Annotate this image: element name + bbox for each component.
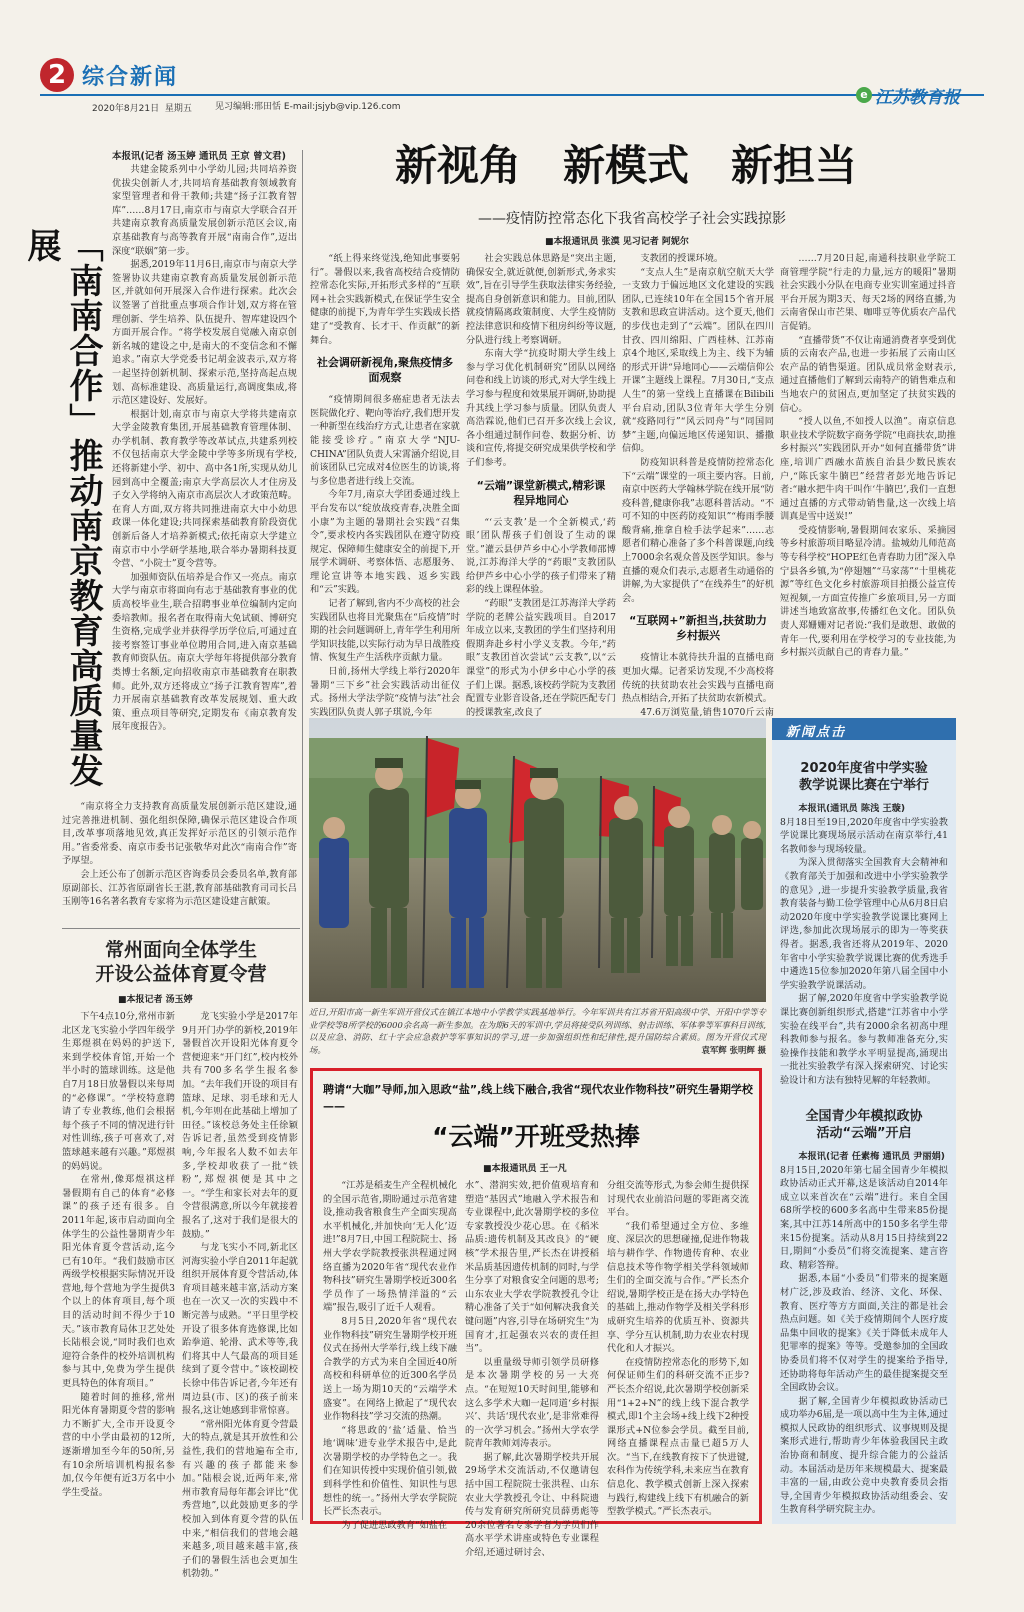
paragraph: 今年7月,南京大学团委通过线上平台发布以“绽放战疫青春,决胜全面小康”为主题的暑期社会实践“召集令”,要求校内各实践团队在遵守防疫规定、保障师生健康安全的前提下,开展学术调研、考察体悟、志愿服务、理论宣讲等本地实践、返乡实践和“云”实践。 [310, 489, 460, 596]
paragraph: 为深入贯彻落实全国教育大会精神和《教育部关于加强和改进中小学实验教学的意见》,进一步提升实验教学质量,我省教育装备与勤工俭学管理中心从6月8日启动2020年度中学实验教学说课比赛网上评选,参加此次现场展示的即为一等奖获得者。据悉,我省还将从2019年、2020年省中小学实验教学说课比赛的优秀选手中遴选15位参加2020年第八届全国中小学实验教学说课活动。 [780, 857, 948, 991]
paragraph: 会上还公布了创新示范区咨询委员会委员名单,教育部原副部长、江苏省原副省长王湛,教育部基础教育司司长吕玉刚等16名著名教育专家将为示范区建设建言献策。 [62, 868, 297, 908]
feature-col3 [622, 252, 775, 718]
paragraph: “疫情期间很多癌症患者无法去医院做化疗、靶向等治疗,我们想开发一种新型在线治疗方式,让患者在家就能接受诊疗。”南京大学“NJU-CHINA”团队负责人宋霄涵介绍说,目前该团队已完成对4位医生的访谈,将与多位患者进行线上交流。 [310, 394, 460, 487]
changzhou-title-line1: 常州面向全体学生 [104, 939, 257, 961]
paragraph: “药眼”支教团是江苏海洋大学药学院的老牌公益实践项目。自2017年成立以来,支教团的学生们坚持利用假期奔赴乡村小学义支教。今年,“药眼”支教团首次尝试“云支教”,以“云课堂”的形式为小伊乡中心小学的孩子们上课。据悉,该校药学院为支教团配置专业影音设备,还在学院匹配专门的授课教室,改良了 [466, 598, 616, 718]
flash-item2-title-line2: 活动“云端”开启 [816, 1126, 912, 1141]
masthead [0, 0, 1024, 118]
section-divider [62, 928, 300, 929]
flash-item1-title-line1: 2020年度省中学实验 [800, 761, 928, 776]
masthead-rule [40, 94, 984, 96]
cloud-title: “云端”开班受热捧 [432, 1122, 640, 1151]
paragraph: 龙飞实验小学是2017年9月开门办学的新校,2019年暑假首次开设阳光体育夏令营便迎来“开门红”,校内校外共有700多名学生报名参加。“去年我们开设的项目有篮球、足球、羽毛球和无人机,今年则在此基础上增加了田径。”该校总务处主任徐颖告诉记者,虽然受到疫情影响,今年报名人数不如去年多,学校却收获了一批“铁粉”,郑煜祺便是其中之一。“学生和家长对去年的夏令营很满意,所以今年就接着报名了,这对于我们是很大的鼓励。” [182, 1011, 298, 1240]
left-article-byline: 本报讯(记者 汤玉婷 通讯员 王京 曾文君) [112, 151, 286, 162]
feature-subhead: “互联网+”新担当,扶贫助力乡村振兴 [629, 614, 767, 643]
section-title: 综合新闻 [82, 65, 179, 90]
paragraph: 下午4点10分,常州市新北区龙飞实验小学四年级学生郑煜祺在妈妈的护送下,来到学校体育馆,开始一个半小时的篮球训练。这是他自7月18日放暑假以来每周的“必修课”。“学校特意聘请了专业教练,他们会根据每个孩子不同的情况进行针对性训练,孩子可喜欢了,对篮球越来越有兴趣。”郑煜祺的妈妈说。 [62, 1011, 175, 1172]
weekday-text: 星期五 [164, 104, 192, 114]
paper-name: 江苏教育报 [875, 87, 960, 108]
flash-item2-byline: 本报讯(记者 任素梅 通讯员 尹丽娟) [798, 1151, 946, 1162]
paragraph: 据悉,本届“小委员”们带来的提案题材广泛,涉及政治、经济、文化、环保、教育、医疗等方方面面,关注的都是社会热点问题。如《关于疫情期间个人医疗废品集中回收的提案》《关于降低未成年人犯罪率的提案》等等。受邀参加的全国政协委员们将不仅对学生的提案给予指导,还协助将每年活动产生的最佳提案提交至全国政协会议。 [780, 1273, 948, 1394]
feature-col2 [466, 252, 616, 718]
flash-item1-title-line2: 教学说课比赛在宁举行 [798, 778, 929, 793]
paragraph: “直播带货”不仅让南通消费者享受到优质的云南农产品,也进一步拓展了云南山区农产品的销售渠道。团队成员常金财表示,通过直播他们了解到云南特产的销售难点和当地农户的贫困点,更加坚定了扶贫实践的信心。 [780, 334, 956, 414]
paragraph: “我们希望通过全方位、多维度、深层次的思想碰撞,促进作物栽培与耕作学、作物遗传育种、农业信息技术等作物学相关学科领域师生们的全面交流与合作。”严长杰介绍说,暑期学校正是在扬大办学特色的基础上,推动作物学及相关学科形成研究生培养的优质互补、资源共享、学分互认机制,助力农业农村现代化和人才振兴。 [607, 1220, 749, 1355]
paragraph: “南京将全力支持教育高质量发展创新示范区建设,通过完善推进机制、强化组织保障,确保示范区建设合作项目,改革事项落地见效,真正发挥好示范区的引领示范作用。”省委常委、南京市委书记张敬华对此次“南南合作”寄予厚望。 [62, 801, 297, 867]
news-flash-banner [772, 718, 956, 740]
paragraph: 与龙飞实小不同,新北区河海实验小学自2011年起就组织开展体育夏令营活动,体育项目越来越丰富,活动方案也在一次又一次的实践中不断完善与成熟。“平日里学校开设了很多体育选修课,比如跆拳道、轮滑、武术等等,我们将其中人气最高的项目延续到了夏令营中。”该校副校长徐中伟告诉记者,今年还有周边县(市、区)的孩子前来报名,这让她感到非常惊喜。 [182, 1242, 298, 1417]
paragraph: 社会实践总体思路是“突出主题,确保安全,就近就便,创新形式,务求实效”,旨在引导学生获取法律实务经验,提高自身创新意识和能力。目前,团队就疫情隔离政策制度、大学生疫情防控法律意识和疫情下租房纠纷等议题,分队进行线上考察调研。 [466, 253, 616, 346]
changzhou-col1 [62, 1010, 175, 1520]
photo-caption [309, 1006, 766, 1056]
paragraph: 受疫情影响,暑假期间农家乐、采摘园等乡村旅游项目略显冷清。盐城幼儿师范高等专科学校“HOPE红色青春助力团”深入阜宁县各乡镇,为“停翅翘”“马家荡”“十里桃花源”等红色文化乡村旅游项目拍摄公益宣传短视频,一方面宣传推广乡旅项目,另一方面讲述当地致富故事,传播红色文化。团队负责人郑姗姗对记者说:“我们是敢想、敢做的青年一代,要利用在学校学习的专业技能,为乡村振兴贡献自己的青春力量。” [780, 524, 956, 659]
paragraph: “常州阳光体育夏令营最大的特点,就是其开放性和公益性,我们的营地遍布全市,有兴趣的孩子都能来参加。”陆根会说,近两年来,常州市教育局每年都会评比“优秀营地”,以此鼓励更多的学校加入到体育夏令营的队伍中来,“相信我们的营地会越来越多,项目越来越丰富,孩子们的暑假生活也会更加生机勃勃。” [182, 1418, 298, 1580]
paragraph: 据了解,此次暑期学校共开展29场学术交流活动,不仅邀请包括中国工程院院士张洪程、山东农业大学教授孔令让、中科院遗传与发育研究所研究员薛勇彪等20余位著名专家学者为学员们作高水平学术讲座或特色专业课程介绍,还通过研讨会、 [465, 1451, 599, 1559]
left-article-tail [62, 800, 297, 920]
paragraph: 随着时间的推移,常州阳光体育暑期夏令营的影响力不断扩大,全市开设夏令营的中小学由最初的12所,逐渐增加至今年的50所,另有10余所培训机构报名参加,仅今年便有近3万名中小学生受益。 [62, 1391, 175, 1498]
paragraph: 在疫情防控常态化的形势下,如何保证师生们的科研交流不正步?严长杰介绍说,此次暑期学校创新采用“1+2+N”的线上线下混合教学模式,即1个主会场+线上线下2种授课形式+N位参会学员。截至目前,网络直播课程点击量已超5万人次。“当下,在线教育按下了快进键,农科作为传统学科,未来应当在教育信息化、教学模式创新上深入探索与践行,构建线上线下有机融合的新型教学模式。”严长杰表示。 [607, 1356, 749, 1518]
news-flash-label: 新闻点击 [786, 725, 847, 740]
paragraph: “将思政的‘盐’适量、恰当地‘调味’进专业学术报告中,是此次暑期学校的办学特色之一。我们在知识传授中实现价值引领,做到科学性和价值性、知识性与思想性的统一。”扬州大学农学院院长严长杰表示。 [323, 1424, 457, 1518]
paragraph: 在常州,像郑煜祺这样暑假期有自己的体育“必修课”的孩子还有很多。自2011年起,该市启动面向全体学生的公益性暑期青少年阳光体育夏令营活动,迄今已有10年。“我们鼓励市区两级学校根据实际情况开设营地,每个营地为学生提供3个以上的体育项目,每个项目的活动时间不得少于10天。”该市教育局体卫艺处处长陆根会说,“同时我们也欢迎符合条件的校外培训机构参与其中,免费为学生提供更具特色的体育项目。” [62, 1174, 175, 1390]
flash-item2-body [780, 1150, 948, 1518]
paragraph: 47.6万浏览量,销售1070斤云南 [640, 706, 774, 718]
military-training-photo [309, 718, 766, 1002]
page-number: 2 [47, 60, 67, 90]
paragraph: ……7月20日起,南通科技职业学院工商管理学院“行走的力量,远方的暖阳”暑期社会实践小分队在电商专业实训室通过抖音平台开展为期3天、每天2场的网络直播,为云南省保山市芒果、咖啡豆等优质农产品代言促销。 [780, 253, 956, 332]
news-photo [309, 718, 766, 1002]
masthead-date [92, 101, 192, 114]
flash-item1-byline: 本报讯(通讯员 陈浅 王璇) [798, 803, 906, 814]
paragraph: “‘云支教’是一个全新模式,‘药眼’团队帮孩子们创设了生动的课堂。”灌云县伊芦乡中心小学教师邵博说,江苏海洋大学的“药眼”支教团队给伊芦乡中心小学的孩子们带来了精彩的线上课程体验。 [466, 516, 616, 596]
main-subheadline: ——疫情防控常态化下我省高校学子社会实践掠影 [478, 211, 786, 227]
cloud-article-box [310, 1068, 762, 1559]
paper-logo [856, 84, 960, 106]
paragraph: 东南大学“抗疫时期大学生线上参与学习优化机制研究”团队以网络问卷和线上访谈的形式,对大学生线上学习参与程度和效果展开调研,协助提升其线上学习参与质量。团队负责人高浩霖说,他们已召开多次线上会议,各小组通过制作问卷、数据分析、访谈和宣传,将提交研究成果供学校和学子们参考。 [466, 348, 616, 468]
page-number-badge [40, 58, 74, 92]
paragraph: “支点人生”是南京航空航天大学一支致力于偏远地区文化建设的实践团队,已连续10年在全国15个省开展支教和思政宣讲活动。这个夏天,他们的步伐也走到了“云端”。团队在四川甘孜、四川绵阳、广西桂林、江苏南京4个地区,采取线上为主、线下为辅的形式开讲“异地同心——云端信仰公开课”主题线上课程。7月30日,“支点人生”的第一堂线上直播课在Bilibili平台启动,团队3位青年大学生分别就“疫路同行”“风云同舟”与“同国同梦”主题,向偏远地区传递知识、播撒信仰。 [622, 266, 774, 455]
paragraph: 据悉,2019年11月6日,南京市与南京大学签署协议共建南京教育高质量发展创新示范区,并就如何开展深入合作进行探索。此次会议签署了首批重点事项合作计划,双方将在管理创新、学生培养、队伍提升、智库建设四个方面开展合作。“将学校发展自觉融入南京创新名城的建设之中,是南大的不变信念和不懈追求。”南京大学党委书记胡金波表示,双方将一起坚持创新机制、探索示范,坚持高起点规划、高标准建设、高质量运行,高调度集成,将示范区建设好、发展好。 [112, 259, 297, 407]
main-headline: 新视角 新模式 新担当 [395, 141, 858, 190]
vertical-title: 「南南合作」推动南京教育高质量发展 [21, 228, 103, 788]
cloud-byline: ■本报通讯员 王一凡 [483, 1164, 567, 1174]
paragraph: 据了解,2020年度省中学实验教学说课比赛创新组织形式,搭建“江苏省中小学实验在线平台”,共有2000余名初高中理科教师参与报名。参与教师准备充分,实验操作技能和教学水平明显提高,涌现出一批社实验教学有深入探索研究、讨论实验设计和方法有独特见解的年轻教师。 [780, 993, 948, 1086]
paragraph: 加强师资队伍培养是合作又一亮点。南京大学与南京市将面向有志于基础教育事业的优质高校毕业生,联合招聘事业单位编制内定向委培教师。报名者在取得南大免试硕、博研究生资格,完成学业并获得学历学位后,可通过直接考察签订事业单位聘用合同,进入南京基础教育师资队伍。南京大学每年将提供部分教育类博士名额,定向招收南京市基础教育在职教师。此外,双方还将成立“扬子江教育智库”,着力开展南京基础教育改革发展规划、重大政策、重点项目等研究,定期发布《南京教育发展年度报告》。 [112, 571, 297, 733]
paragraph: 疫情让本就待扶升温的直播电商更加火爆。记者采访发现,不少高校将传统的扶贫助农社会实践与直播电商热点相结合,开拓了扶贫助农新模式。 [622, 652, 774, 705]
paragraph: 共建金陵系列中小学幼儿园;共同培养资优拔尖创新人才,共同培育基础教育领域教育家型管理者和骨干教师;共建“扬子江教育智库”……8月17日,南京市与南京大学联合召开共建南京教育高质量发展创新示范区会议,南京基础教育与高等教育开展“南南合作”,迈出深度“联姻”第一步。 [112, 164, 297, 257]
feature-subhead: 社会调研新视角,聚焦疫情多面观察 [316, 356, 454, 385]
news-flash [772, 718, 956, 1524]
date-text: 2020年8月21日 [92, 104, 160, 114]
paragraph: “授人以鱼,不如授人以渔”。南京信息职业技术学院数字商务学院“电商扶农,助推乡村振兴”实践团队开办“如何直播带货”讲座,培训广西融水苗族自治县少数民族农户,“陈氏家牛腩巴”经营者彭光地告诉记者:“融水把牛肉干叫作‘牛腩巴’,我们一直想通过直播的方式带动销售量,这一次线上培训真是雪中送炭!” [780, 416, 956, 523]
paragraph: 为了促进思政教育“如盐在 [341, 1519, 448, 1531]
paragraph: “纸上得来终觉浅,绝知此事要躬行”。暑假以来,我省高校结合疫情防控常态化实际,开拓形式多样的“互联网+社会实践新模式,在保证学生安全健康的前提下,为青年学生实践成长搭建了“受教育、长才干、作贡献”的新舞台。 [310, 253, 460, 346]
paragraph: 支教团的授课环境。 [640, 253, 724, 264]
editor-line: 见习编辑:邢田恬 E-mail:jsjyb@vip.126.com [215, 102, 401, 112]
paper-logo-icon: e [856, 87, 872, 103]
changzhou-byline: ■本报记者 汤玉婷 [118, 995, 193, 1005]
paragraph: 日前,扬州大学线上举行2020年暑期“三下乡”社会实践活动出征仪式。扬州大学法学院“疫情与法”社会实践团队负责人郭子琪说,今年 [310, 666, 460, 718]
feature-col1 [310, 252, 460, 718]
changzhou-col2 [182, 1010, 298, 1580]
paragraph: 防疫知识科普是疫情防控常态化下“云端”课堂的一项主要内容。日前,南京中医药大学翰林学院在线开展“防疫科普,健康你我”志愿科普活动。“不可不知的中医药防疫知识”“梅雨季腰酸背痛,推拿自检手法学起来”……志愿者们精心准备了多个科普课题,向线上7000余名观众普及医学知识。参与直播的观众们表示,志愿者生动通俗的讲解,为大家提供了“在线养生”的好机会。 [622, 456, 775, 604]
flash-item2-title-line1: 全国青少年模拟政协 [805, 1109, 923, 1124]
main-byline: ■本报通讯员 张漠 见习记者 阿妮尔 [545, 237, 689, 247]
paragraph: 以重量级导师引领学员研修是本次暑期学校的另一大亮点。“在短短10天时间里,能够和这么多学术大咖一起同道‘乡村振兴’、共话‘现代农业’,是非常难得的一次学习机会。”扬州大学农学院青年教师刘涛表示。 [465, 1356, 599, 1450]
paragraph: 8月15日,2020年第七届全国青少年模拟政协活动正式开幕,这是该活动自2014年成立以来首次在“云端”进行。来自全国68所学校的600多名高中生带来85份提案,其中江苏14所高中的150多名学生带来15份提案。活动从8月15日持续到22日,期间“小委员”们将交流提案、建言咨政、精彩答辩。 [780, 1164, 948, 1271]
photo-credit: 袁军辉 张明辉 摄 [701, 1044, 766, 1055]
paragraph: 据了解,全国青少年模拟政协活动已成功举办6届,是一项以高中生为主体,通过模拟人民政协的组织形式、议事规则及提案形式进行,帮助青少年体验我国民主政治协商和制度、提升综合能力的公益活动。本届活动是历年来规模最大、提案最丰富的一届,由政公竞中央教育委员会指导,全国青少年模拟政协活动组委会、安生教育科学研究院主办。 [780, 1395, 948, 1516]
paragraph: 8月5日,2020年省“现代农业作物科技”研究生暑期学校开班仪式在扬州大学举行,线上线下融合教学的方式为来自全国近40所高校和科研单位的近300名学员送上一场为期10天的“云端学术盛宴”。在网络上掀起了“现代农业作物科技”学习交流的热潮。 [323, 1315, 457, 1423]
photo-caption-text: 近日,开阳市高一新生军训开营仪式在镇江本地中小学教学实践基地举行。今年军训共有江苏省开阳高级中学、开阳中学等专业学校等8所学校的6000余名高一新生参加。在为期6天的军训中,学员将接受队列训练、射击训练、军体拳等军事科目训练,以及应急、消防、红十字会应急救护等军事知识的学习,进一步加强组织性和纪律性,提升国防综合素质。图为开营仪式现场。 [309, 1007, 766, 1055]
paragraph: 8月18日至19日,2020年度省中学实验教学说课比赛现场展示活动在南京举行,41名教师参与现场较量。 [780, 816, 948, 855]
cloud-kicker: 聘请“大咖”导师,加入思政“盐”,线上线下融合,我省“现代农业作物科技”研究生暑期学校—— [323, 1083, 753, 1113]
paragraph: 水”、潜润实效,把价值观培育和塑造“基因式”地融入学术报告和专业课程中,此次暑期学校的多位专家教授没少花心思。在《稻米品质:遗传机制及其改良》的“硬核”学术报告里,严长杰在讲授稻米品质基因遗传机制的同时,与学生分享了对粮食安全问题的思考;山东农业大学农学院教授孔令让精心准备了关于“如何解决我食关键问题”内容,引导在场研究生“为国育才,扛起强农兴农的责任担当”。 [465, 1180, 599, 1355]
paragraph: 分组交流等形式,为参会师生提供探讨现代农业前沿问题的零距离交流平台。 [607, 1180, 749, 1219]
feature-subhead: “云端”课堂新模式,精彩课程异地同心 [476, 478, 606, 507]
paragraph: “江苏是稻麦生产全程机械化的全国示范省,期盼通过示范省建设,推动我省粮食生产全面实现高水平机械化,并加快向‘无人化’迈进!”8月7日,中国工程院院士、扬州大学农学院教授张洪程通过网络直播为2020年省“现代农业作物科技”研究生暑期学校近300名学员作了一场热情洋溢的“云端”报告,吸引了近千人观看。 [323, 1180, 457, 1314]
cloud-col3 [607, 1179, 749, 1517]
flash-item1-body [780, 802, 948, 1112]
paragraph: 记者了解到,省内不少高校的社会实践团队也将目光聚焦在“后疫情”时期的社会问题调研上,青年学生利用所学知识技能,以实际行动为早日战胜疫情、恢复生产生活秩序贡献力量。 [310, 598, 460, 664]
cloud-col2 [465, 1179, 599, 1559]
column-divider [302, 150, 303, 1520]
paragraph: 根据计划,南京市与南京大学将共建南京大学金陵教育集团,开展基础教育管理体制、办学机制、教育教学等改革试点,共建系列校不仅包括南京大学金陵中学等多所现有学校,还将新建小学、初中、高中各1所,实现从幼儿园到高中全覆盖;南京大学高层次人才住房及子女入学将纳入南京市高层次人才政策范畴。在育人方面,双方将共同推进南京大中小幼思政课一体化建设;共同探索基础教育阶段资优创新后备人才培养新模式;依托南京大学建立南京市中小学研学基地,联合举办暑期科技夏令营、“小院士”夏令营等。 [112, 408, 297, 570]
changzhou-title-line2: 开设公益体育夏令营 [95, 963, 267, 985]
cloud-col1 [323, 1179, 457, 1531]
feature-col4 [780, 252, 956, 714]
